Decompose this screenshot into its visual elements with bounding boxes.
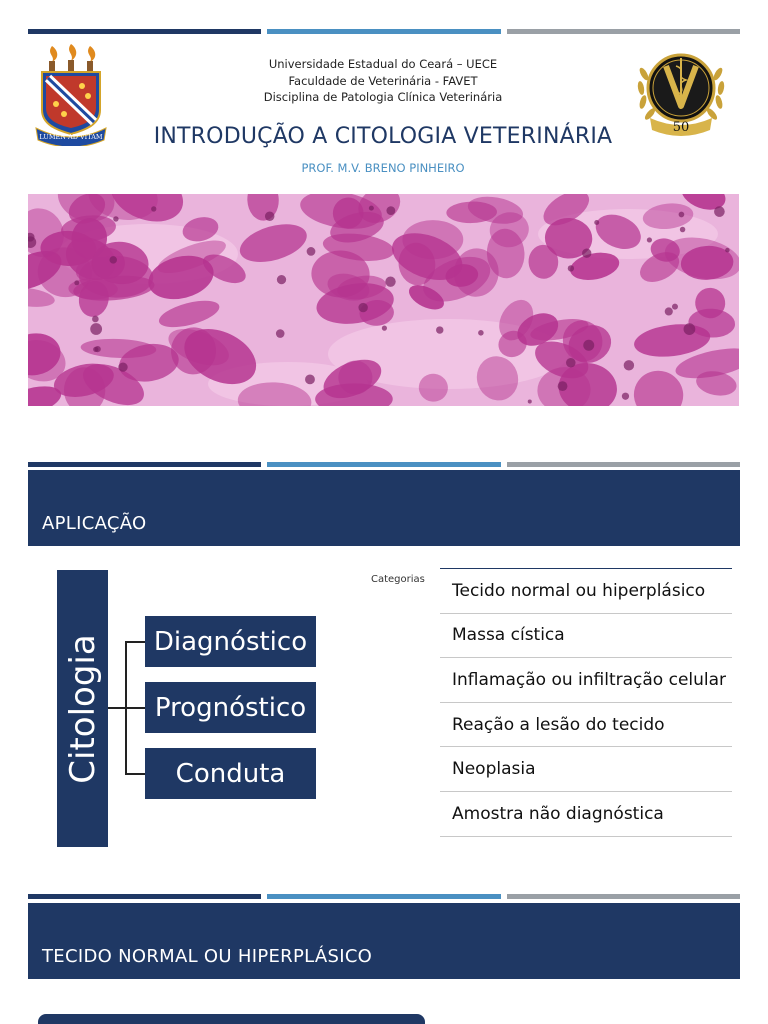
slide2-top-bars (28, 462, 740, 467)
slide2-header-title: APLICAÇÃO (42, 513, 147, 534)
university-line: Universidade Estadual do Ceará – UECE (268, 57, 498, 71)
cell-debris (714, 206, 725, 217)
categories-list (440, 569, 732, 837)
category-item: Massa cística (440, 614, 732, 659)
bar-gray (507, 462, 740, 467)
cell-debris (277, 275, 286, 284)
cell-debris (90, 323, 102, 335)
university-header (200, 56, 566, 106)
presentation-title: INTRODUÇÃO A CITOLOGIA VETERINÁRIA (153, 124, 613, 149)
crest-motto: LUMEN AD VITAM (39, 133, 103, 141)
slide2-header-band (28, 470, 740, 546)
cell-debris (665, 307, 673, 315)
cell-debris (382, 326, 387, 331)
cell-debris (118, 362, 127, 371)
cell-debris (358, 303, 367, 312)
diagram-root-box (57, 570, 108, 847)
connector-branch-3 (125, 773, 145, 775)
diagram-root-label: Citologia (62, 633, 103, 784)
cell-debris (679, 212, 685, 218)
slide1-top-bars (28, 29, 740, 34)
cell-debris (528, 400, 532, 404)
bar-blue (267, 29, 500, 34)
cell-debris (95, 346, 101, 352)
connector-trunk (108, 707, 126, 709)
categories-label: Categorias (371, 574, 425, 585)
connector-branch-1 (125, 641, 145, 643)
cell-debris (680, 227, 685, 232)
cell-debris (385, 276, 395, 286)
slide3-header-title: TECIDO NORMAL OU HIPERPLÁSICO (42, 946, 373, 967)
cell-debris (583, 340, 594, 351)
bar-navy (28, 29, 261, 34)
cell-debris (276, 329, 285, 338)
cell-debris (386, 206, 395, 215)
connector-branch-2 (125, 707, 145, 709)
cell-debris (305, 374, 315, 384)
cell-debris (113, 216, 118, 221)
bar-blue (267, 462, 500, 467)
cell-debris (436, 326, 443, 333)
cytology-microscopy-image (28, 194, 739, 406)
discipline-line: Disciplina de Patologia Clínica Veterinária (263, 90, 503, 104)
cell-debris (151, 206, 156, 211)
cell-debris (74, 280, 79, 285)
cell-debris (622, 393, 629, 400)
diagram-branch-diagnostico: Diagnóstico (145, 616, 316, 667)
cell-debris (672, 304, 678, 310)
slide3-content-box (38, 1014, 425, 1024)
category-item: Neoplasia (440, 747, 732, 792)
bar-navy (28, 462, 261, 467)
uece-crest-logo (34, 42, 108, 146)
cell-debris (594, 220, 599, 225)
category-item: Tecido normal ou hiperplásico (440, 569, 732, 614)
faculty-line: Faculdade de Veterinária - FAVET (288, 73, 478, 88)
cell-debris (110, 256, 117, 263)
cell-debris (725, 248, 729, 252)
bar-blue (267, 894, 500, 899)
cell-debris (558, 381, 568, 391)
cell-debris (647, 237, 652, 242)
cell-debris (566, 358, 576, 368)
bar-gray (507, 894, 740, 899)
cell-debris (265, 211, 274, 220)
professor-name: PROF. M.V. BRENO PINHEIRO (301, 161, 465, 175)
bar-gray (507, 29, 740, 34)
slide3-header-band (28, 903, 740, 979)
cell-debris (92, 316, 99, 323)
bar-navy (28, 894, 261, 899)
cell-debris (624, 360, 634, 370)
category-item: Inflamação ou infiltração celular (440, 658, 732, 703)
diagram-branch-conduta: Conduta (145, 748, 316, 799)
cell-debris (568, 265, 574, 271)
category-item: Amostra não diagnóstica (440, 792, 732, 837)
category-item: Reação a lesão do tecido (440, 703, 732, 748)
cell-debris (307, 247, 316, 256)
cell-debris (478, 330, 484, 336)
diagram-branch-prognostico: Prognóstico (145, 682, 316, 733)
seal-number: 50 (672, 120, 690, 135)
cell-debris (684, 323, 696, 335)
slide3-top-bars (28, 894, 740, 899)
cell-debris (369, 206, 374, 211)
cell-debris (582, 249, 591, 258)
